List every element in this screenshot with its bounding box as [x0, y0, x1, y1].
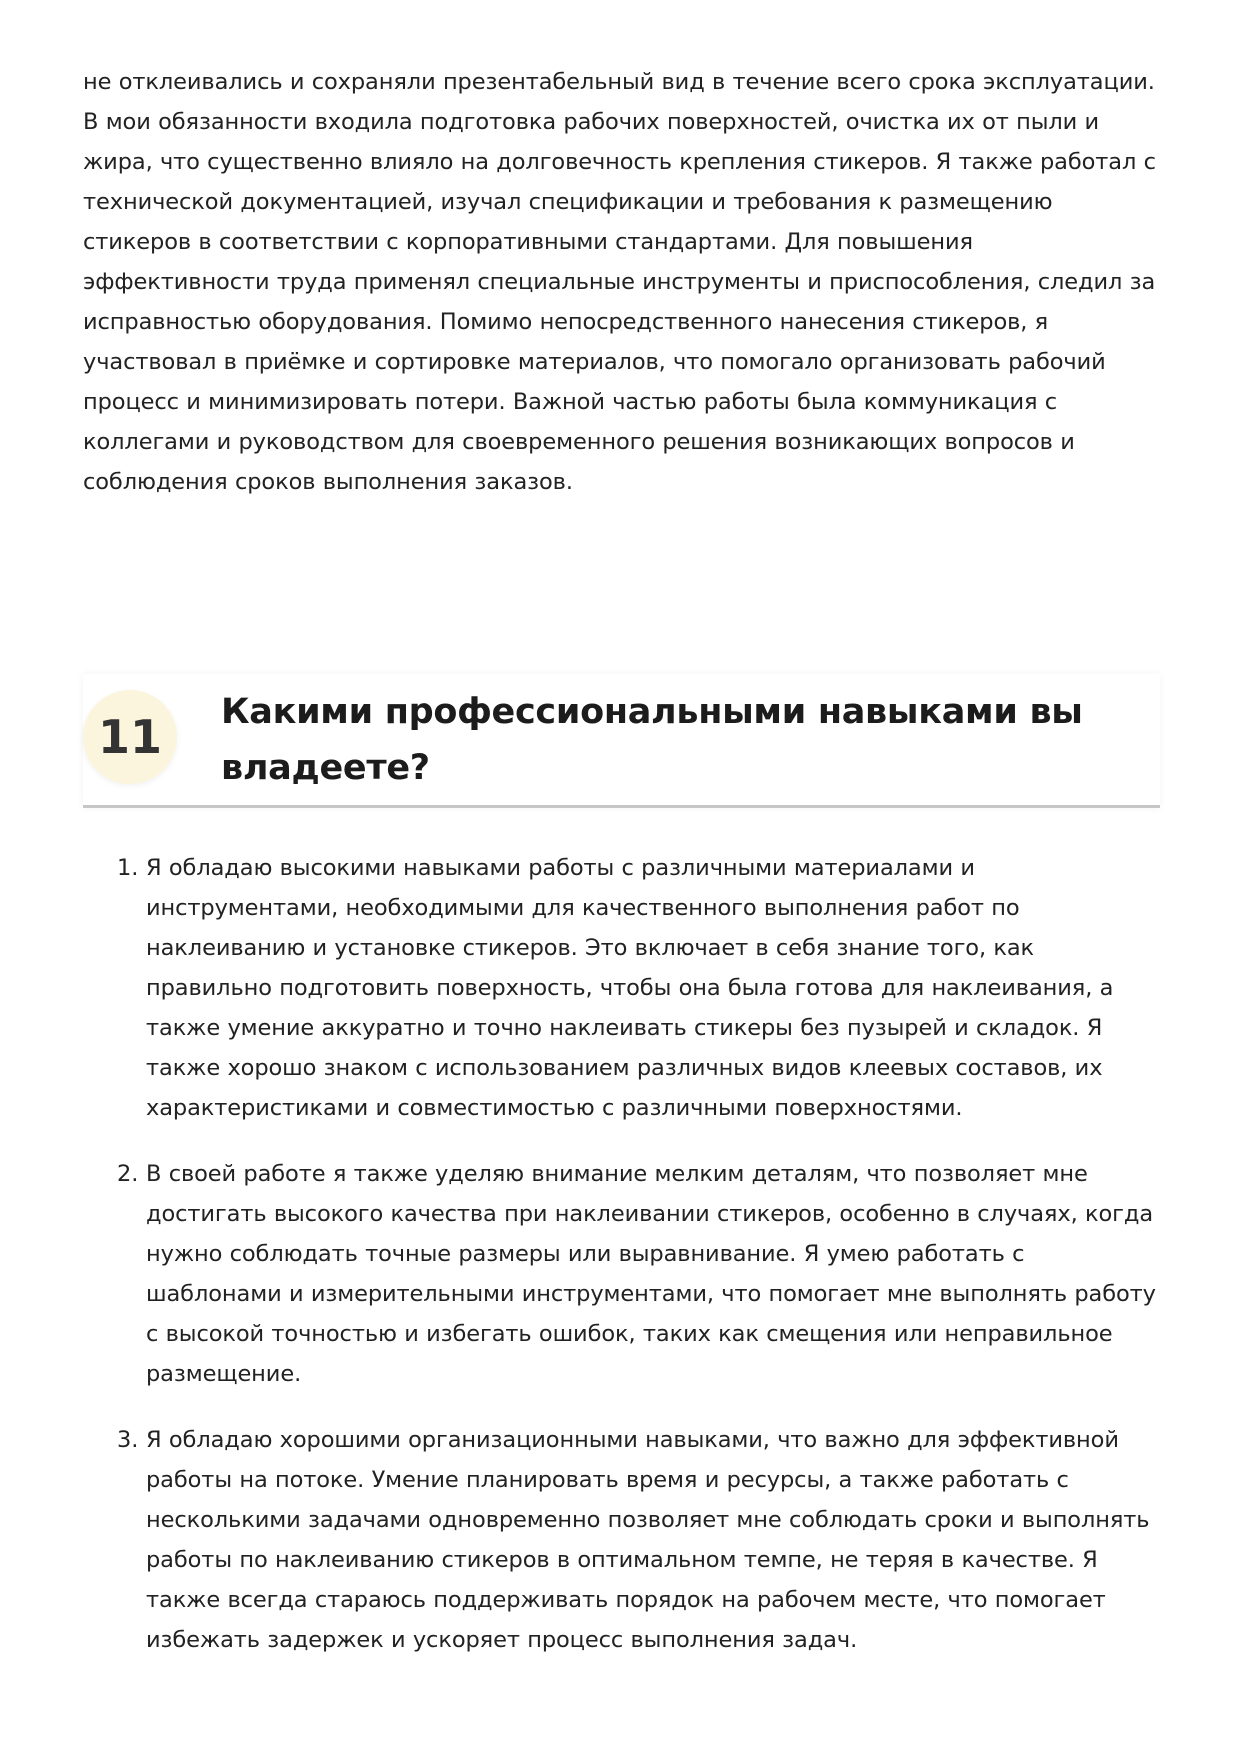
- list-item-number: 2.: [117, 1161, 139, 1187]
- question-title: Какими профессиональными навыками вы владеете?: [221, 692, 1083, 788]
- list-item-number: 3.: [117, 1427, 139, 1453]
- intro-paragraph: не отклеивались и сохраняли презентабельный вид в течение всего срока эксплуатации. В мои обязанности входила подготовка рабочих поверхностей, очистка их от пыли и жира, что существенно влияло на долговечность крепления стикеров. Я также работал с технической документацией, изучал спецификации и требования к размещению стикеров в соответствии с корпоративными стандартами. Для повышения эффективности труда применял специальные инструменты и приспособления, следил за исправностью оборудования. Помимо непосредственного нанесения стикеров, я участвовал в приёмке и сортировке материалов, что помогало организовать рабочий процесс и минимизировать потери. Важной частью работы была коммуникация с коллегами и руководством для своевременного решения возникающих вопросов и соблюдения сроков выполнения заказов.: [83, 69, 1156, 495]
- list-item-text: Я обладаю хорошими организационными навыками, что важно для эффективной работы на потоке. Умение планировать время и ресурсы, а также работать с несколькими задачами одновременно позволяет мне соблюдать сроки и выполнять работы по наклеиванию стикеров в оптимальном темпе, не теряя в качестве. Я также всегда стараюсь поддерживать порядок на рабочем месте, что помогает избежать задержек и ускоряет процесс выполнения задач.: [146, 1427, 1150, 1653]
- answer-list: [83, 848, 1160, 1686]
- list-item-number: 1.: [117, 855, 139, 881]
- document-page: [83, 0, 1160, 1653]
- list-item: [83, 848, 1160, 1128]
- list-item: [83, 1154, 1160, 1394]
- list-item-text: Я обладаю высокими навыками работы с различными материалами и инструментами, необходимыми для качественного выполнения работ по наклеиванию и установке стикеров. Это включает в себя знание того, как правильно подготовить поверхность, чтобы она была готова для наклеивания, а также умение аккуратно и точно наклеивать стикеры без пузырей и складок. Я также хорошо знаком с использованием различных видов клеевых составов, их характеристиками и совместимостью с различными поверхностями.: [146, 855, 1114, 1121]
- list-item: [83, 1420, 1160, 1660]
- list-item-text: В своей работе я также уделяю внимание мелким деталям, что позволяет мне достигать высокого качества при наклеивании стикеров, особенно в случаях, когда нужно соблюдать точные размеры или выравнивание. Я умею работать с шаблонами и измерительными инструментами, что помогает мне выполнять работу с высокой точностью и избегать ошибок, таких как смещения или неправильное размещение.: [146, 1161, 1156, 1387]
- question-number-badge: 11: [83, 690, 177, 784]
- question-header: [83, 674, 1160, 808]
